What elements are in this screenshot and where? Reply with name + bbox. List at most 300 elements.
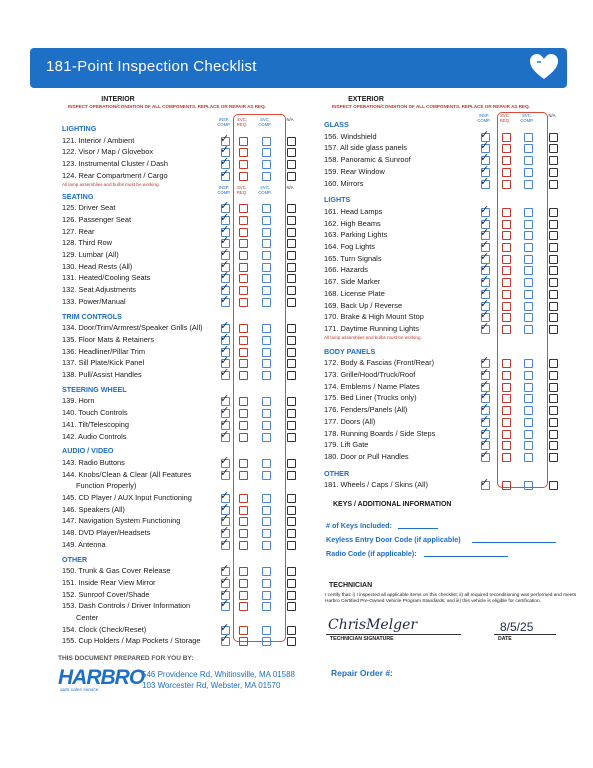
interior-checkmark-icon: ✓ bbox=[220, 525, 230, 538]
interior-checkbox[interactable] bbox=[239, 433, 248, 442]
interior-checkbox[interactable] bbox=[262, 274, 271, 283]
exterior-checkbox[interactable] bbox=[524, 220, 533, 229]
exterior-checkbox[interactable] bbox=[524, 231, 533, 240]
interior-checkbox[interactable] bbox=[239, 359, 248, 368]
interior-checkbox[interactable] bbox=[262, 336, 271, 345]
interior-checkbox[interactable] bbox=[287, 228, 296, 237]
interior-item: 145. CD Player / AUX Input Functioning bbox=[62, 493, 192, 502]
interior-checkbox[interactable] bbox=[287, 506, 296, 515]
interior-checkbox[interactable] bbox=[262, 409, 271, 418]
interior-checkbox[interactable] bbox=[287, 204, 296, 213]
exterior-checkbox[interactable] bbox=[502, 394, 511, 403]
exterior-checkbox[interactable] bbox=[524, 418, 533, 427]
date-line bbox=[494, 634, 556, 635]
exterior-checkbox[interactable] bbox=[549, 394, 558, 403]
exterior-checkbox[interactable] bbox=[524, 406, 533, 415]
interior-checkmark-icon: ✓ bbox=[220, 466, 230, 479]
exterior-checkbox[interactable] bbox=[524, 453, 533, 462]
keyless-label: Keyless Entry Door Code (if applicable) bbox=[326, 535, 461, 544]
exterior-subtitle-wrap bbox=[332, 103, 572, 109]
exterior-checkbox[interactable] bbox=[502, 180, 511, 189]
exterior-item: 169. Back Up / Reverse bbox=[324, 300, 403, 310]
interior-checkbox[interactable] bbox=[287, 541, 296, 550]
prepared-label: THIS DOCUMENT PREPARED FOR YOU BY: bbox=[58, 655, 194, 662]
exterior-checkbox[interactable] bbox=[524, 430, 533, 439]
interior-item: 139. Horn bbox=[62, 396, 95, 406]
exterior-checkmark-icon: ✓ bbox=[480, 250, 490, 263]
interior-section-0: LIGHTING bbox=[62, 124, 97, 133]
interior-checkbox[interactable] bbox=[239, 216, 248, 225]
interior-item: 149. Antenna bbox=[62, 539, 106, 549]
exterior-checkbox[interactable] bbox=[549, 441, 558, 450]
interior-checkbox[interactable] bbox=[262, 591, 271, 600]
interior-checkbox[interactable] bbox=[287, 567, 296, 576]
exterior-item: 162. High Beams bbox=[324, 218, 381, 228]
exterior-checkbox[interactable] bbox=[549, 302, 558, 311]
radio-code-field[interactable] bbox=[424, 556, 508, 557]
exterior-checkbox[interactable] bbox=[549, 418, 558, 427]
interior-checkbox[interactable] bbox=[239, 637, 248, 646]
interior-checkbox[interactable] bbox=[287, 274, 296, 283]
interior-checkbox[interactable] bbox=[239, 298, 248, 307]
exterior-checkbox[interactable] bbox=[502, 481, 511, 490]
interior-checkmark-icon: ✓ bbox=[220, 167, 230, 180]
interior-checkbox[interactable] bbox=[262, 579, 271, 588]
interior-checkbox[interactable] bbox=[287, 397, 296, 406]
interior-checkmark-icon: ✓ bbox=[220, 270, 230, 283]
interior-checkbox[interactable] bbox=[262, 602, 271, 611]
exterior-checkbox[interactable] bbox=[524, 266, 533, 275]
exterior-checkbox[interactable] bbox=[524, 168, 533, 177]
interior-checkbox[interactable] bbox=[262, 421, 271, 430]
interior-checkbox[interactable] bbox=[262, 216, 271, 225]
interior-checkbox[interactable] bbox=[239, 274, 248, 283]
exterior-checkbox[interactable] bbox=[502, 156, 511, 165]
interior-checkmark-icon: ✓ bbox=[220, 633, 230, 646]
exterior-checkbox[interactable] bbox=[502, 359, 511, 368]
interior-checkbox[interactable] bbox=[262, 397, 271, 406]
interior-checkbox[interactable] bbox=[262, 433, 271, 442]
exterior-checkbox[interactable] bbox=[549, 266, 558, 275]
interior-checkbox[interactable] bbox=[239, 239, 248, 248]
exterior-checkbox[interactable] bbox=[549, 278, 558, 287]
exterior-checkbox[interactable] bbox=[549, 290, 558, 299]
exterior-checkbox[interactable] bbox=[549, 481, 558, 490]
interior-item: 142. Audio Controls bbox=[62, 431, 127, 441]
interior-checkbox[interactable] bbox=[287, 626, 296, 635]
interior-checkmark-icon: ✓ bbox=[220, 144, 230, 157]
exterior-item: 164. Fog Lights bbox=[324, 242, 375, 251]
exterior-checkbox[interactable] bbox=[502, 278, 511, 287]
exterior-checkbox[interactable] bbox=[524, 156, 533, 165]
interior-checkbox[interactable] bbox=[239, 541, 248, 550]
exterior-checkbox[interactable] bbox=[524, 359, 533, 368]
interior-item: 140. Touch Controls bbox=[62, 408, 128, 418]
interior-checkbox[interactable] bbox=[287, 148, 296, 157]
exterior-checkbox[interactable] bbox=[549, 180, 558, 189]
interior-checkbox[interactable] bbox=[287, 239, 296, 248]
exterior-checkbox[interactable] bbox=[549, 168, 558, 177]
interior-checkbox[interactable] bbox=[239, 517, 248, 526]
exterior-checkmark-icon: ✓ bbox=[480, 215, 490, 228]
interior-item: 126. Passenger Seat bbox=[62, 214, 132, 224]
interior-item: 150. Trunk & Gas Cover Release bbox=[62, 566, 171, 576]
interior-checkbox[interactable] bbox=[287, 471, 296, 480]
exterior-checkbox[interactable] bbox=[502, 208, 511, 217]
exterior-section-2: BODY PANELS bbox=[324, 346, 376, 356]
interior-checkbox[interactable] bbox=[262, 459, 271, 468]
address-2: 103 Worcester Rd, Webster, MA 01570 bbox=[142, 681, 281, 690]
exterior-checkmark-icon: ✓ bbox=[480, 175, 490, 188]
interior-checkbox[interactable] bbox=[239, 602, 248, 611]
interior-checkbox[interactable] bbox=[239, 137, 248, 146]
exterior-checkbox[interactable] bbox=[524, 383, 533, 392]
address-1: 546 Providence Rd, Whitinsville, MA 01588 bbox=[142, 670, 295, 679]
interior-section-1: SEATING bbox=[62, 191, 94, 201]
interior-checkbox[interactable] bbox=[262, 494, 271, 503]
interior-checkmark-icon: ✓ bbox=[220, 211, 230, 224]
exterior-checkbox[interactable] bbox=[502, 371, 511, 380]
exterior-checkbox[interactable] bbox=[549, 359, 558, 368]
interior-col-label-insp: INSP. COMP. bbox=[217, 117, 231, 127]
interior-checkbox[interactable] bbox=[262, 626, 271, 635]
interior-checkbox[interactable] bbox=[239, 251, 248, 260]
interior-checkmark-icon: ✓ bbox=[220, 247, 230, 259]
interior-checkbox[interactable] bbox=[239, 409, 248, 418]
interior-col-label-svc_comp: SVC. COMP. bbox=[258, 184, 272, 195]
exterior-item: 168. License Plate bbox=[324, 288, 385, 298]
interior-checkbox[interactable] bbox=[262, 137, 271, 146]
interior-subtitle-wrap bbox=[68, 103, 308, 109]
interior-checkbox[interactable] bbox=[287, 421, 296, 430]
interior-checkbox[interactable] bbox=[262, 359, 271, 368]
interior-item: 122. Visor / Map / Glovebox bbox=[62, 147, 154, 157]
exterior-item: 173. Grille/Hood/Truck/Roof bbox=[324, 370, 416, 379]
exterior-checkmark-icon: ✓ bbox=[480, 413, 490, 426]
interior-col-label-insp: INSP. COMP. bbox=[217, 184, 231, 195]
exterior-section-note: All lamp assemblies and bulbs must be working. bbox=[324, 334, 422, 340]
interior-checkbox[interactable] bbox=[262, 263, 271, 272]
exterior-checkbox[interactable] bbox=[502, 231, 511, 240]
interior-checkbox[interactable] bbox=[287, 348, 296, 357]
keyless-field[interactable] bbox=[472, 542, 556, 543]
interior-checkbox[interactable] bbox=[262, 529, 271, 538]
interior-item: 121. Interior / Ambient bbox=[62, 135, 135, 145]
exterior-item: 170. Brake & High Mount Stop bbox=[324, 312, 424, 322]
exterior-checkmark-icon: ✓ bbox=[480, 140, 490, 153]
interior-checkbox[interactable] bbox=[239, 591, 248, 600]
interior-checkbox[interactable] bbox=[239, 336, 248, 345]
exterior-checkmark-icon: ✓ bbox=[480, 163, 490, 176]
interior-checkbox[interactable] bbox=[287, 251, 296, 260]
interior-checkbox[interactable] bbox=[262, 637, 271, 646]
exterior-checkmark-icon: ✓ bbox=[480, 320, 490, 333]
interior-checkbox[interactable] bbox=[239, 421, 248, 430]
interior-checkbox[interactable] bbox=[239, 286, 248, 295]
interior-checkbox[interactable] bbox=[239, 579, 248, 588]
interior-checkmark-icon: ✓ bbox=[220, 490, 230, 502]
interior-checkbox[interactable] bbox=[262, 251, 271, 260]
interior-checkbox[interactable] bbox=[287, 371, 296, 380]
interior-item: 155. Cup Holders / Map Pockets / Storage bbox=[62, 636, 201, 646]
interior-section-note: All lamp assemblies and bulbs must be working. bbox=[62, 181, 160, 187]
exterior-checkmark-icon: ✓ bbox=[480, 425, 490, 438]
exterior-checkbox[interactable] bbox=[502, 325, 511, 334]
exterior-checkmark-icon: ✓ bbox=[480, 239, 490, 251]
exterior-checkbox[interactable] bbox=[549, 313, 558, 322]
interior-item: 123. Instrumental Cluster / Dash bbox=[62, 159, 168, 169]
interior-checkmark-icon: ✓ bbox=[220, 367, 230, 379]
interior-col-label-na: N/A bbox=[286, 184, 294, 190]
interior-checkbox[interactable] bbox=[239, 348, 248, 357]
interior-checkbox[interactable] bbox=[287, 359, 296, 368]
exterior-checkbox[interactable] bbox=[524, 325, 533, 334]
interior-checkbox[interactable] bbox=[287, 517, 296, 526]
interior-checkmark-icon: ✓ bbox=[220, 621, 230, 634]
logo-subtext: auto sales service bbox=[60, 688, 99, 693]
exterior-checkbox[interactable] bbox=[502, 144, 511, 153]
interior-checkbox[interactable] bbox=[262, 160, 271, 169]
interior-item: 148. DVD Player/Headsets bbox=[62, 528, 151, 538]
exterior-checkbox[interactable] bbox=[549, 144, 558, 153]
exterior-checkmark-icon: ✓ bbox=[480, 203, 490, 216]
exterior-item: 156. Windshield bbox=[324, 131, 377, 141]
interior-checkbox[interactable] bbox=[239, 626, 248, 635]
interior-checkbox[interactable] bbox=[262, 471, 271, 480]
interior-checkbox[interactable] bbox=[239, 148, 248, 157]
exterior-checkbox[interactable] bbox=[502, 266, 511, 275]
interior-item: 141. Tilt/Telescoping bbox=[62, 419, 129, 429]
interior-checkbox[interactable] bbox=[287, 459, 296, 468]
interior-checkbox[interactable] bbox=[287, 494, 296, 503]
interior-checkbox[interactable] bbox=[262, 506, 271, 515]
interior-checkbox[interactable] bbox=[287, 298, 296, 307]
interior-checkbox[interactable] bbox=[239, 228, 248, 237]
exterior-item: 158. Panoramic & Sunroof bbox=[324, 155, 411, 165]
interior-checkmark-icon: ✓ bbox=[220, 320, 230, 333]
interior-checkbox[interactable] bbox=[287, 433, 296, 442]
interior-checkbox[interactable] bbox=[262, 298, 271, 307]
interior-checkbox[interactable] bbox=[239, 172, 248, 181]
exterior-item: 177. Doors (All) bbox=[324, 416, 376, 426]
interior-checkmark-icon: ✓ bbox=[220, 393, 230, 406]
interior-col-label-svc_comp: SVC. COMP. bbox=[258, 117, 272, 127]
interior-checkbox[interactable] bbox=[287, 529, 296, 538]
exterior-checkbox[interactable] bbox=[524, 290, 533, 299]
interior-checkmark-icon: ✓ bbox=[220, 416, 230, 429]
exterior-checkbox[interactable] bbox=[549, 243, 558, 252]
radio-code-label: Radio Code (if applicable): bbox=[326, 549, 417, 558]
interior-item: 154. Clock (Check/Reset) bbox=[62, 624, 147, 634]
exterior-checkmark-icon: ✓ bbox=[480, 309, 490, 322]
interior-checkbox[interactable] bbox=[287, 602, 296, 611]
interior-checkmark-icon: ✓ bbox=[220, 454, 230, 467]
interior-checkmark-icon: ✓ bbox=[220, 293, 230, 306]
exterior-checkbox[interactable] bbox=[502, 255, 511, 264]
exterior-checkbox[interactable] bbox=[549, 406, 558, 415]
exterior-col-label-svc_req: SVC. REQ. bbox=[499, 113, 511, 123]
exterior-checkbox[interactable] bbox=[524, 441, 533, 450]
interior-checkbox[interactable] bbox=[239, 471, 248, 480]
exterior-checkbox[interactable] bbox=[502, 302, 511, 311]
interior-item: 134. Door/Trim/Armrest/Speaker Grills (All) bbox=[62, 323, 203, 333]
exterior-checkbox[interactable] bbox=[502, 418, 511, 427]
exterior-item: 159. Rear Window bbox=[324, 166, 385, 176]
exterior-checkbox[interactable] bbox=[549, 383, 558, 392]
technician-signature: ChrisMelger bbox=[328, 617, 418, 633]
exterior-checkbox[interactable] bbox=[502, 441, 511, 450]
exterior-checkmark-icon: ✓ bbox=[480, 274, 490, 287]
interior-section-2: TRIM CONTROLS bbox=[62, 311, 122, 321]
interior-checkbox[interactable] bbox=[239, 397, 248, 406]
interior-checkbox[interactable] bbox=[262, 324, 271, 333]
interior-item: 129. Lumbar (All) bbox=[62, 250, 119, 259]
interior-checkbox[interactable] bbox=[262, 239, 271, 248]
exterior-checkbox[interactable] bbox=[549, 133, 558, 142]
interior-item: 137. Sill Plate/Kick Panel bbox=[62, 358, 145, 368]
num-keys-label: # of Keys Included: bbox=[326, 521, 392, 530]
exterior-checkbox[interactable] bbox=[502, 220, 511, 229]
interior-checkbox[interactable] bbox=[287, 137, 296, 146]
interior-checkbox[interactable] bbox=[262, 148, 271, 157]
logo-wordmark: HARBRO bbox=[58, 666, 145, 689]
exterior-checkbox[interactable] bbox=[549, 325, 558, 334]
interior-checkbox[interactable] bbox=[262, 517, 271, 526]
exterior-checkbox[interactable] bbox=[524, 133, 533, 142]
interior-checkbox[interactable] bbox=[239, 459, 248, 468]
exterior-section-1: LIGHTS bbox=[324, 195, 351, 205]
exterior-checkmark-icon: ✓ bbox=[480, 448, 490, 461]
interior-checkbox[interactable] bbox=[287, 172, 296, 181]
date-label: DATE bbox=[498, 636, 512, 642]
exterior-item: 166. Hazards bbox=[324, 265, 368, 275]
interior-checkbox[interactable] bbox=[262, 228, 271, 237]
interior-checkbox[interactable] bbox=[287, 591, 296, 600]
interior-checkbox[interactable] bbox=[262, 348, 271, 357]
exterior-checkbox[interactable] bbox=[524, 278, 533, 287]
interior-checkbox[interactable] bbox=[287, 579, 296, 588]
interior-item: 135. Floor Mats & Retainers bbox=[62, 334, 155, 344]
exterior-checkbox[interactable] bbox=[502, 168, 511, 177]
interior-checkbox[interactable] bbox=[239, 204, 248, 213]
interior-checkbox[interactable] bbox=[287, 637, 296, 646]
interior-item: 136. Headliner/Pillar Trim bbox=[62, 346, 145, 356]
exterior-checkbox[interactable] bbox=[502, 133, 511, 142]
exterior-item: 161. Head Lamps bbox=[324, 206, 383, 216]
exterior-checkmark-icon: ✓ bbox=[480, 285, 490, 298]
interior-checkbox[interactable] bbox=[287, 160, 296, 169]
signature-label: TECHNICIAN SIGNATURE bbox=[330, 636, 394, 642]
page-title: 181-Point Inspection Checklist bbox=[46, 58, 257, 75]
interior-checkbox[interactable] bbox=[262, 567, 271, 576]
exterior-checkbox[interactable] bbox=[524, 208, 533, 217]
exterior-checkbox[interactable] bbox=[524, 243, 533, 252]
exterior-item: 172. Body & Fascias (Front/Rear) bbox=[324, 358, 435, 368]
interior-subtitle: INSPECT OPERATION/CONDITION OF ALL COMPONENTS. REPLACE OR REPAIR AS REQ. bbox=[68, 104, 266, 109]
exterior-checkbox[interactable] bbox=[549, 430, 558, 439]
exterior-checkbox[interactable] bbox=[524, 144, 533, 153]
interior-checkbox[interactable] bbox=[262, 204, 271, 213]
interior-checkbox[interactable] bbox=[262, 286, 271, 295]
interior-checkbox[interactable] bbox=[239, 567, 248, 576]
interior-checkbox[interactable] bbox=[287, 286, 296, 295]
interior-checkbox[interactable] bbox=[287, 336, 296, 345]
exterior-checkbox[interactable] bbox=[524, 255, 533, 264]
exterior-checkbox[interactable] bbox=[549, 208, 558, 217]
exterior-checkbox[interactable] bbox=[549, 220, 558, 229]
interior-title: INTERIOR bbox=[101, 96, 135, 103]
exterior-checkbox[interactable] bbox=[549, 156, 558, 165]
interior-checkbox[interactable] bbox=[287, 324, 296, 333]
interior-checkbox[interactable] bbox=[239, 494, 248, 503]
signature-line bbox=[326, 634, 461, 635]
exterior-checkbox[interactable] bbox=[549, 453, 558, 462]
interior-checkmark-icon: ✓ bbox=[220, 343, 230, 356]
interior-checkmark-icon: ✓ bbox=[220, 563, 230, 576]
exterior-item: 171. Daytime Running Lights bbox=[324, 323, 419, 333]
interior-checkbox[interactable] bbox=[239, 371, 248, 380]
exterior-checkbox[interactable] bbox=[524, 302, 533, 311]
exterior-checkbox[interactable] bbox=[502, 406, 511, 415]
exterior-checkbox[interactable] bbox=[524, 371, 533, 380]
interior-item: 127. Rear bbox=[62, 226, 95, 236]
exterior-checkbox[interactable] bbox=[549, 255, 558, 264]
exterior-checkbox[interactable] bbox=[502, 243, 511, 252]
interior-header bbox=[68, 96, 168, 103]
interior-checkbox[interactable] bbox=[239, 324, 248, 333]
exterior-checkbox[interactable] bbox=[502, 383, 511, 392]
exterior-item: 157. All side glass panels bbox=[324, 143, 407, 153]
interior-item: 132. Seat Adjustments bbox=[62, 285, 136, 295]
exterior-checkbox[interactable] bbox=[524, 180, 533, 189]
exterior-checkbox[interactable] bbox=[524, 394, 533, 403]
num-keys-field[interactable] bbox=[398, 528, 438, 529]
exterior-checkmark-icon: ✓ bbox=[480, 262, 490, 275]
interior-checkbox[interactable] bbox=[239, 263, 248, 272]
exterior-item: 180. Door or Pull Handles bbox=[324, 451, 409, 461]
exterior-checkbox[interactable] bbox=[549, 371, 558, 380]
interior-checkbox[interactable] bbox=[262, 541, 271, 550]
exterior-checkbox[interactable] bbox=[502, 290, 511, 299]
interior-checkmark-icon: ✓ bbox=[220, 428, 230, 441]
interior-checkbox[interactable] bbox=[239, 529, 248, 538]
interior-checkbox[interactable] bbox=[287, 216, 296, 225]
interior-checkbox[interactable] bbox=[287, 263, 296, 272]
technician-date: 8/5/25 bbox=[500, 620, 534, 634]
interior-section-5: OTHER bbox=[62, 554, 88, 564]
interior-checkmark-icon: ✓ bbox=[220, 258, 230, 271]
interior-checkbox[interactable] bbox=[239, 506, 248, 515]
interior-checkbox[interactable] bbox=[262, 172, 271, 181]
exterior-checkbox[interactable] bbox=[524, 481, 533, 490]
interior-checkmark-icon: ✓ bbox=[220, 235, 230, 248]
exterior-checkbox[interactable] bbox=[502, 313, 511, 322]
exterior-subtitle: INSPECT OPERATION/CONDITION OF ALL COMPONENTS. REPLACE OR REPAIR AS REQ. bbox=[332, 104, 530, 109]
interior-item: 138. Pull/Assist Handles bbox=[62, 370, 142, 379]
interior-item: 133. Power/Manual bbox=[62, 296, 126, 306]
exterior-checkbox[interactable] bbox=[502, 453, 511, 462]
interior-checkmark-icon: ✓ bbox=[220, 574, 230, 587]
exterior-checkbox[interactable] bbox=[524, 313, 533, 322]
exterior-checkbox[interactable] bbox=[502, 430, 511, 439]
interior-checkbox[interactable] bbox=[239, 160, 248, 169]
interior-section-3: STEERING WHEEL bbox=[62, 384, 127, 394]
heart-logo-icon bbox=[529, 53, 559, 81]
interior-item: Function Properly) bbox=[76, 481, 137, 491]
exterior-checkbox[interactable] bbox=[549, 231, 558, 240]
interior-checkbox[interactable] bbox=[262, 371, 271, 380]
interior-checkbox[interactable] bbox=[287, 409, 296, 418]
